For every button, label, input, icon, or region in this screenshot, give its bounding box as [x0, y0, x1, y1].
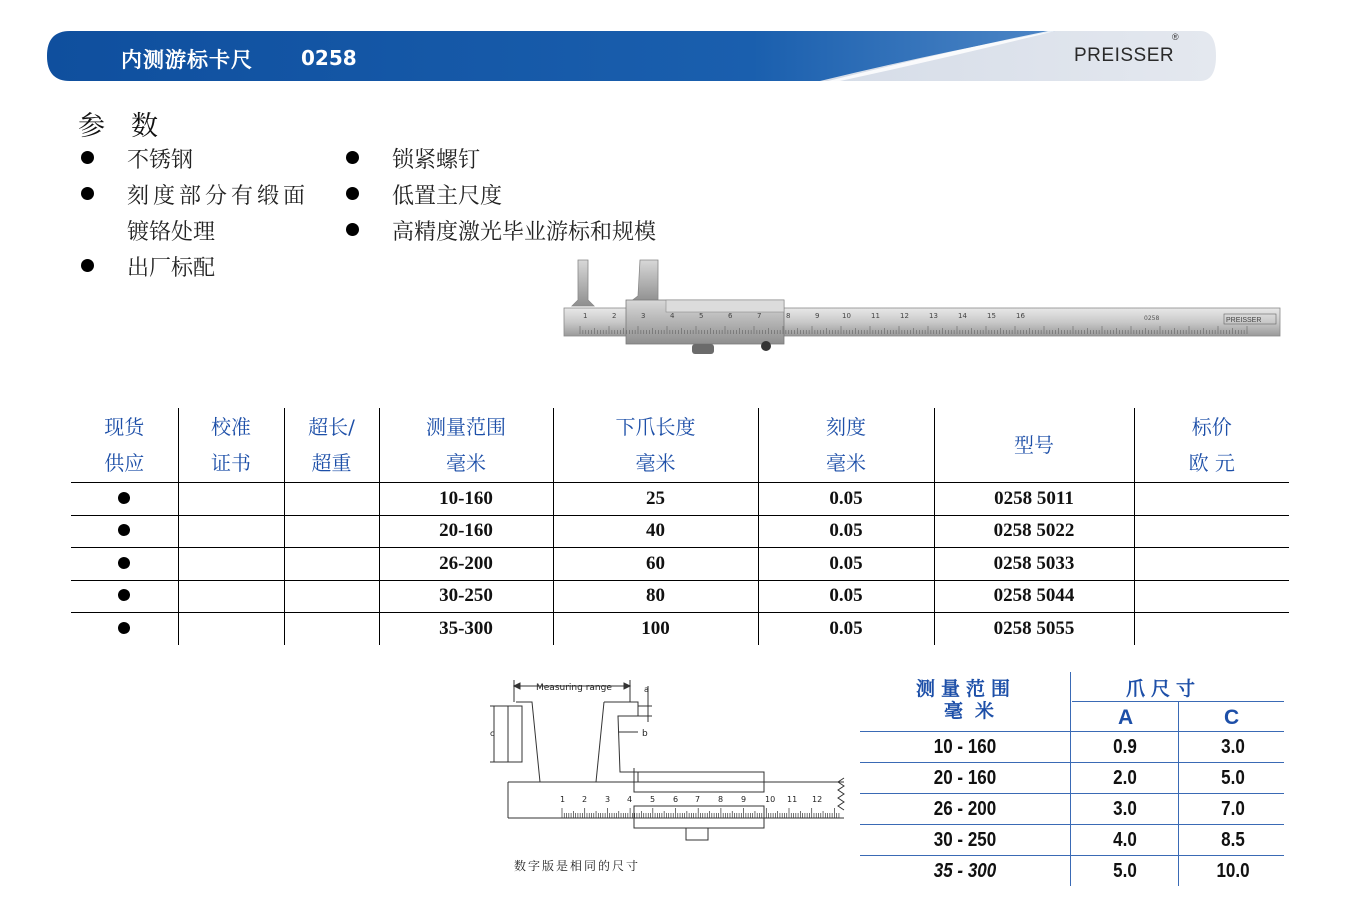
jaw-head-size: 爪尺寸 — [1126, 679, 1202, 700]
product-title: 内测游标卡尺 — [121, 48, 253, 72]
jaw-cell: 25 — [553, 483, 758, 516]
col-header-range: 测量范围 毫米 — [379, 408, 553, 483]
scale-number: 12 — [900, 312, 909, 320]
col-header-jaw-length: 下爪长度 毫米 — [553, 408, 758, 483]
feature-item: 刻度部分有缎面 — [127, 184, 310, 209]
scale-number: 12 — [812, 795, 823, 804]
model-cell: 0258 5044 — [934, 580, 1134, 613]
jaw-head-unit: 毫米 — [944, 701, 1007, 722]
bullet-icon — [346, 151, 359, 164]
stock-dot — [71, 613, 178, 645]
graduation-cell: 0.05 — [758, 548, 934, 581]
scale-number: 4 — [627, 795, 633, 804]
bullet-icon — [81, 259, 94, 272]
scale-number: 15 — [987, 312, 996, 320]
scale-number: 14 — [958, 312, 967, 320]
scale-number: 2 — [582, 795, 588, 804]
range-cell: 35-300 — [379, 613, 553, 645]
jaw-col-c: C — [1224, 706, 1240, 729]
feature-item: 锁紧螺钉 — [392, 148, 481, 173]
scale-number: 16 — [1016, 312, 1025, 320]
jaw-range-cell: 26 - 200 — [933, 798, 997, 820]
table-row — [71, 613, 1289, 645]
dim-a-label: a — [644, 685, 649, 694]
scale-number: 10 — [765, 795, 776, 804]
scale-number: 3 — [605, 795, 611, 804]
jaw-cell: 60 — [553, 548, 758, 581]
jaw-c-cell: 5.0 — [1221, 767, 1245, 789]
table-header-row — [71, 408, 1289, 483]
scale-number: 1 — [583, 312, 588, 320]
scale-number: 7 — [757, 312, 762, 320]
range-cell: 30-250 — [379, 580, 553, 613]
col-header-price: 标价 欧 元 — [1134, 408, 1289, 483]
scale-number: 9 — [741, 795, 747, 804]
stock-dot — [71, 515, 178, 548]
graduation-cell: 0.05 — [758, 483, 934, 516]
table-row — [71, 580, 1289, 613]
caliper-dimension-diagram — [488, 672, 858, 882]
scale-number: 5 — [650, 795, 656, 804]
diagram-caption: 数字版是相同的尺寸 — [514, 859, 641, 873]
jaw-c-cell: 3.0 — [1221, 736, 1245, 758]
diagram-scale-numbers — [560, 795, 822, 804]
brand-engraving: PREISSER — [1226, 317, 1262, 324]
table-row — [71, 548, 1289, 581]
stock-dot — [71, 580, 178, 613]
jaw-a-cell: 3.0 — [1113, 798, 1137, 820]
scale-number: 5 — [699, 312, 704, 320]
bullet-icon — [346, 223, 359, 236]
scale-number: 10 — [842, 312, 851, 320]
scale-number: 6 — [673, 795, 679, 804]
scale-number: 6 — [728, 312, 733, 320]
dim-b-label: b — [642, 729, 648, 739]
scale-number: 7 — [695, 795, 701, 804]
range-cell: 26-200 — [379, 548, 553, 581]
jaw-range-cell: 20 - 160 — [933, 767, 997, 789]
stock-dot — [71, 483, 178, 516]
feature-item: 低置主尺度 — [392, 184, 503, 209]
bullet-icon — [81, 187, 94, 200]
jaw-a-cell: 5.0 — [1113, 860, 1137, 882]
measuring-range-label: Measuring range — [536, 683, 612, 693]
jaw-cell: 80 — [553, 580, 758, 613]
col-header-oversize: 超长/ 超重 — [284, 408, 379, 483]
jaw-c-cell: 7.0 — [1221, 798, 1245, 820]
diagram-scale-ticks — [562, 808, 839, 818]
scale-number: 11 — [871, 312, 880, 320]
jaw-range-cell: 35 - 300 — [933, 860, 997, 882]
feature-item: 不锈钢 — [127, 148, 194, 173]
model-cell: 0258 5055 — [934, 613, 1134, 645]
jaw-c-cell: 10.0 — [1216, 860, 1250, 882]
scale-number: 4 — [670, 312, 675, 320]
model-cell: 0258 5011 — [934, 483, 1134, 516]
scale-number: 1 — [560, 795, 566, 804]
range-cell: 20-160 — [379, 515, 553, 548]
brand-logo: PREISSER — [1074, 45, 1175, 66]
scale-number: 8 — [786, 312, 791, 320]
jaw-a-cell: 0.9 — [1113, 736, 1137, 758]
product-code: 0258 — [301, 46, 357, 70]
dim-c-label: c — [490, 729, 495, 738]
graduation-cell: 0.05 — [758, 515, 934, 548]
jaw-range-cell: 30 - 250 — [933, 829, 997, 851]
jaw-cell: 40 — [553, 515, 758, 548]
jaw-table — [860, 668, 1290, 888]
col-header-certificate: 校准 证书 — [178, 408, 284, 483]
caliper-product-image — [560, 256, 1290, 362]
feature-item-continued: 镀铬处理 — [127, 220, 216, 245]
model-cell: 0258 5033 — [934, 548, 1134, 581]
jaw-c-cell: 8.5 — [1221, 829, 1245, 851]
feature-item: 高精度激光毕业游标和规模 — [392, 220, 657, 245]
registered-mark: ® — [1172, 32, 1179, 42]
range-cell: 10-160 — [379, 483, 553, 516]
scale-number: 9 — [815, 312, 820, 320]
scale-number: 11 — [787, 795, 798, 804]
model-cell: 0258 5022 — [934, 515, 1134, 548]
scale-number: 8 — [718, 795, 724, 804]
jaw-head-range: 测量范围 — [916, 679, 1017, 700]
jaw-col-a: A — [1118, 706, 1134, 729]
col-header-stock: 现货 供应 — [71, 408, 178, 483]
col-header-graduation: 刻度 毫米 — [758, 408, 934, 483]
stock-dot — [71, 548, 178, 581]
scale-number: 3 — [641, 312, 646, 320]
jaw-a-cell: 2.0 — [1113, 767, 1137, 789]
scale-number: 2 — [612, 312, 617, 320]
feature-item: 出厂标配 — [127, 256, 216, 281]
spec-table — [71, 408, 1289, 645]
jaw-range-cell: 10 - 160 — [933, 736, 997, 758]
bullet-icon — [346, 187, 359, 200]
model-engraving: 0258 — [1144, 315, 1160, 322]
params-title: 参数 — [78, 111, 184, 142]
col-header-model: 型号 — [934, 408, 1134, 483]
graduation-cell: 0.05 — [758, 613, 934, 645]
table-row — [71, 483, 1289, 516]
jaw-cell: 100 — [553, 613, 758, 645]
graduation-cell: 0.05 — [758, 580, 934, 613]
bullet-icon — [81, 151, 94, 164]
scale-number: 13 — [929, 312, 938, 320]
jaw-a-cell: 4.0 — [1113, 829, 1137, 851]
table-row — [71, 515, 1289, 548]
